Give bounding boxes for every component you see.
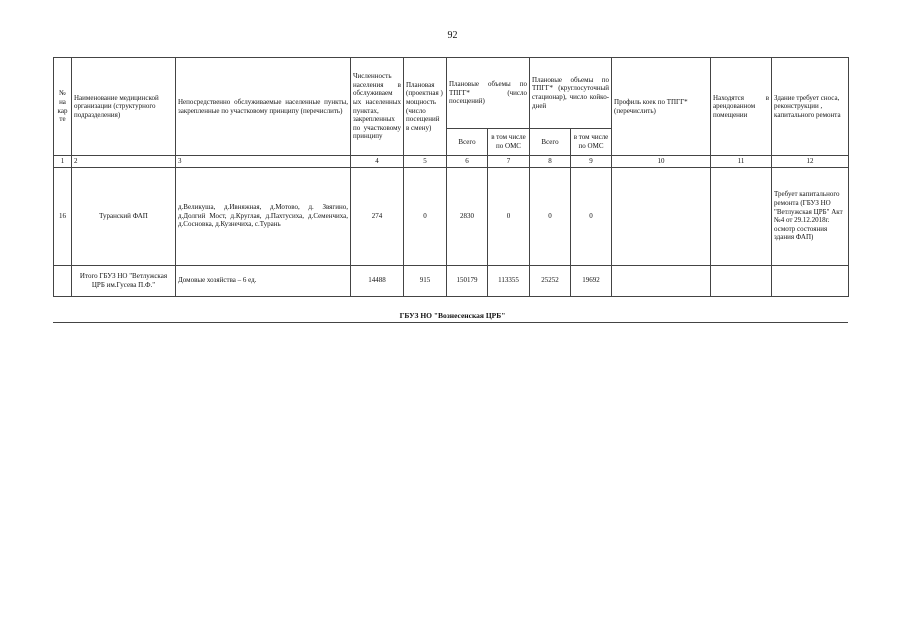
column-number: 9 xyxy=(571,156,612,168)
header-settlements: Непосредственно обслуживаемые населенные пункты, закрепленные по участковому принципу (перечислить) xyxy=(176,58,351,156)
column-number: 5 xyxy=(404,156,447,168)
section-title: ГБУЗ НО "Вознесенская ЦРБ" xyxy=(399,311,506,320)
column-number: 11 xyxy=(711,156,772,168)
header-visits-total: Всего xyxy=(447,129,488,156)
header-num: № на кар те xyxy=(54,58,72,156)
header-row-top xyxy=(54,58,849,129)
header-beds-group: Плановые объемы по ТПГГ* (круглосуточный стационар), число койко-дней xyxy=(530,58,612,129)
total-rented xyxy=(711,265,772,296)
page-number: 92 xyxy=(447,30,458,41)
header-capacity: Плановая (проектная ) мощность (число посещений в смену) xyxy=(404,58,447,156)
row-beds-total: 0 xyxy=(530,167,571,265)
header-beds-total: Всего xyxy=(530,129,571,156)
column-number: 6 xyxy=(447,156,488,168)
header-building: Здание требует сноса, реконструкции , капитального ремонта xyxy=(772,58,849,156)
row-visits-total: 2830 xyxy=(447,167,488,265)
column-number: 3 xyxy=(176,156,351,168)
row-profile xyxy=(612,167,711,265)
total-profile xyxy=(612,265,711,296)
total-visits-oms: 113355 xyxy=(488,265,530,296)
total-beds-total: 25252 xyxy=(530,265,571,296)
column-number: 12 xyxy=(772,156,849,168)
header-beds-oms: в том числе по ОМС xyxy=(571,129,612,156)
total-beds-oms: 19692 xyxy=(571,265,612,296)
column-number: 4 xyxy=(351,156,404,168)
header-rented: Находятся в арендованном помещении xyxy=(711,58,772,156)
column-number: 7 xyxy=(488,156,530,168)
total-building xyxy=(772,265,849,296)
column-number: 2 xyxy=(72,156,176,168)
section-divider xyxy=(53,322,848,323)
header-visits-group: Плановые объемы по ТПГГ* (число посещений) xyxy=(447,58,530,129)
total-visits-total: 150179 xyxy=(447,265,488,296)
total-settlements: Домовые хозяйства – 6 ед. xyxy=(176,265,351,296)
column-number: 1 xyxy=(54,156,72,168)
total-row xyxy=(54,265,849,296)
header-org: Наименование медицинской организации (структурного подразделения) xyxy=(72,58,176,156)
column-numbers-row xyxy=(54,156,849,168)
facilities-table xyxy=(53,57,849,297)
row-population: 274 xyxy=(351,167,404,265)
row-beds-oms: 0 xyxy=(571,167,612,265)
total-capacity: 915 xyxy=(404,265,447,296)
total-label: Итого ГБУЗ НО "Ветлужская ЦРБ им.Гусева П.Ф." xyxy=(72,265,176,296)
column-number: 10 xyxy=(612,156,711,168)
total-num xyxy=(54,265,72,296)
header-profile: Профиль коек по ТПГГ* (перечислить) xyxy=(612,58,711,156)
header-population: Численность населения в обслуживаем ых населенных пунктах, закрепленных по участковому принципу xyxy=(351,58,404,156)
table-row xyxy=(54,167,849,265)
header-visits-oms: в том числе по ОМС xyxy=(488,129,530,156)
column-number: 8 xyxy=(530,156,571,168)
row-num: 16 xyxy=(54,167,72,265)
row-settlements: д.Великуша, д.Ивняжная, д.Мотово, д. Звягино, д.Долгий Мост, д.Круглая, д.Пахтусиха, д.Семенчиха, д.Сосновка, д.Кузнечиха, с.Турань xyxy=(176,167,351,265)
row-capacity: 0 xyxy=(404,167,447,265)
row-building: Требует капитального ремонта (ГБУЗ НО "Ветлужская ЦРБ" Акт №4 от 29.12.2018г. осмотр состояния здания ФАП) xyxy=(772,167,849,265)
row-org: Туранский ФАП xyxy=(72,167,176,265)
row-visits-oms: 0 xyxy=(488,167,530,265)
total-population: 14488 xyxy=(351,265,404,296)
row-rented xyxy=(711,167,772,265)
